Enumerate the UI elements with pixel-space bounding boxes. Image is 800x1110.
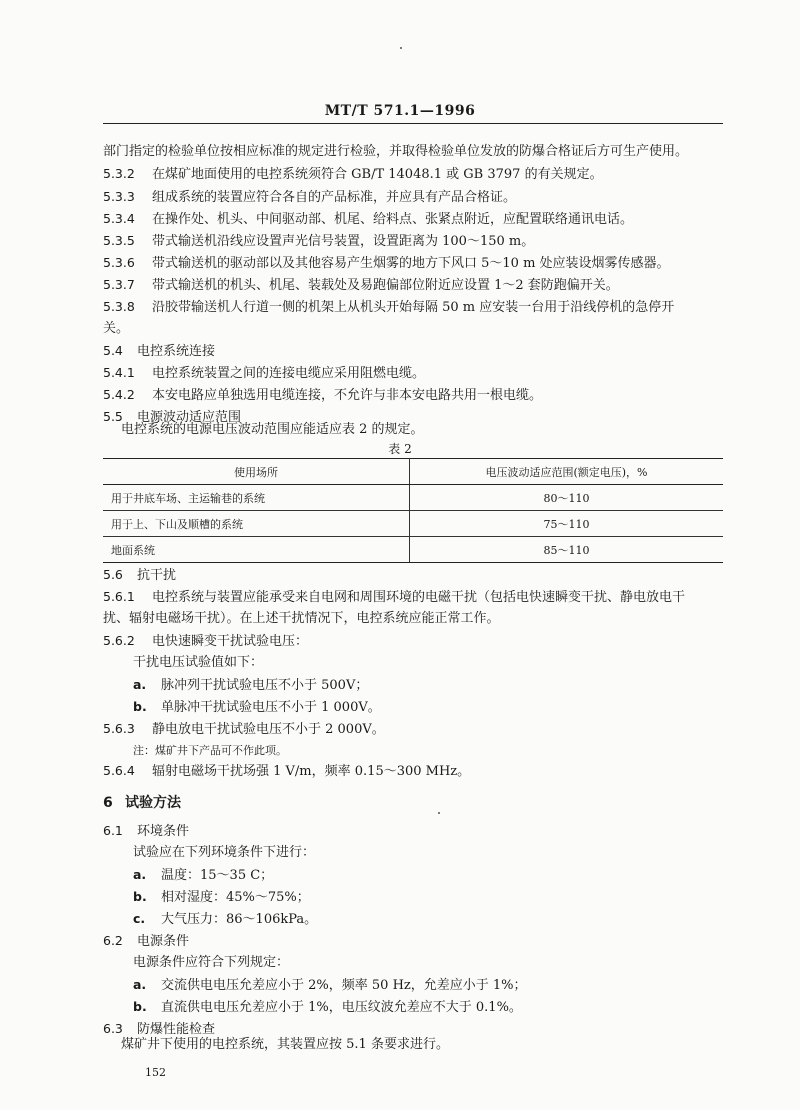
clause-5-3-8: 5.3.8 沿胶带输送机人行道一侧的机架上从机头开始每隔 50 m 应安装一台用于沿线停机的急停开 (103, 299, 675, 315)
paragraph-line: 电源条件应符合下列规定： (133, 955, 290, 970)
list-item-a: a. 脉冲列干扰试验电压不小于 500V； (133, 677, 369, 693)
section-5-4: 5.4 电控系统连接 (103, 343, 216, 359)
paragraph-line: 部门指定的检验单位按相应标准的规定进行检验，并取得检验单位发放的防爆合格证后方可生产使用。 (103, 144, 689, 159)
clause-5-6-1: 5.6.1 电控系统与装置应能承受来自电网和周围环境的电磁干扰（包括电快速瞬变干扰、静电放电干 (103, 589, 686, 605)
section-6-2: 6.2 电源条件 (103, 933, 190, 949)
paragraph-line: 电控系统的电源电压波动范围应能适应表 2 的规定。 (121, 422, 424, 437)
table-cell: 用于井底车场、主运输巷的系统 (103, 485, 410, 511)
table-caption: 表 2 (388, 442, 412, 456)
paragraph-line: 关。 (103, 321, 130, 336)
section-6-heading: 6 试验方法 (103, 795, 181, 811)
clause-5-3-5: 5.3.5 带式输送机沿线应设置声光信号装置，设置距离为 100～150 m。 (103, 233, 535, 249)
section-5-5: 5.5 电源波动适应范围 (103, 409, 242, 425)
table-row (103, 511, 723, 537)
table-row (103, 537, 723, 563)
clause-5-3-2: 5.3.2 在煤矿地面使用的电控系统须符合 GB/T 14048.1 或 GB 3797 的有关规定。 (103, 166, 603, 182)
clause-5-3-7: 5.3.7 带式输送机的机头、机尾、装载处及易跑偏部位附近应设置 1～2 套防跑偏开关。 (103, 277, 619, 293)
header-rule (103, 123, 723, 124)
table-cell: 80～110 (410, 485, 724, 511)
section-6-3: 6.3 防爆性能检查 (103, 1021, 216, 1037)
table-cell: 85～110 (410, 537, 724, 563)
table-header-cell: 电压波动适应范围(额定电压)，% (410, 459, 724, 485)
table-header-cell: 使用场所 (103, 459, 410, 485)
paragraph-line: 试验应在下列环境条件下进行： (133, 845, 316, 860)
list-item-a: a. 交流供电电压允差应小于 2%，频率 50 Hz，允差应小于 1%； (133, 977, 527, 993)
table-cell: 75～110 (410, 511, 724, 537)
paragraph-line: 干扰电压试验值如下： (133, 655, 264, 670)
voltage-table (103, 458, 723, 563)
page-number: 152 (145, 1066, 166, 1079)
page-header: MT/T 571.1—1996 (324, 103, 476, 119)
list-item-a: a. 温度：15～35 C； (133, 867, 274, 883)
list-item-c: c. 大气压力：86～106kPa。 (133, 911, 318, 927)
scan-speck (438, 812, 440, 814)
clause-5-6-4: 5.6.4 辐射电磁场干扰场强 1 V/m，频率 0.15～300 MHz。 (103, 763, 471, 779)
clause-5-3-3: 5.3.3 组成系统的装置应符合各自的产品标准，并应具有产品合格证。 (103, 189, 517, 205)
list-item-b: b. 相对湿度：45%～75%； (133, 889, 310, 905)
clause-5-3-4: 5.3.4 在操作处、机头、中间驱动部、机尾、给料点、张紧点附近，应配置联络通讯电话。 (103, 211, 634, 227)
section-5-6: 5.6 抗干扰 (103, 567, 177, 583)
table-cell: 用于上、下山及顺槽的系统 (103, 511, 410, 537)
note: 注：煤矿井下产品可不作此项。 (133, 744, 287, 757)
table-row (103, 485, 723, 511)
clause-5-4-1: 5.4.1 电控系统装置之间的连接电缆应采用阻燃电缆。 (103, 365, 426, 381)
clause-5-3-6: 5.3.6 带式输送机的驱动部以及其他容易产生烟雾的地方下风口 5～10 m 处应装设烟雾传感器。 (103, 255, 670, 271)
table-cell: 地面系统 (103, 537, 410, 563)
clause-5-6-2: 5.6.2 电快速瞬变干扰试验电压： (103, 633, 309, 649)
list-item-b: b. 直流供电电压允差应小于 1%，电压纹波允差应不大于 0.1%。 (133, 999, 522, 1015)
paragraph-line: 扰、辐射电磁场干扰）。在上述干扰情况下，电控系统应能正常工作。 (103, 611, 500, 626)
scan-speck (400, 47, 402, 49)
paragraph-line: 煤矿井下使用的电控系统，其装置应按 5.1 条要求进行。 (121, 1037, 449, 1052)
clause-5-6-3: 5.6.3 静电放电干扰试验电压不小于 2 000V。 (103, 721, 385, 737)
table-header-row (103, 459, 723, 485)
clause-5-4-2: 5.4.2 本安电路应单独选用电缆连接，不允许与非本安电路共用一根电缆。 (103, 387, 543, 403)
section-6-1: 6.1 环境条件 (103, 823, 190, 839)
list-item-b: b. 单脉冲干扰试验电压不小于 1 000V。 (133, 699, 381, 715)
